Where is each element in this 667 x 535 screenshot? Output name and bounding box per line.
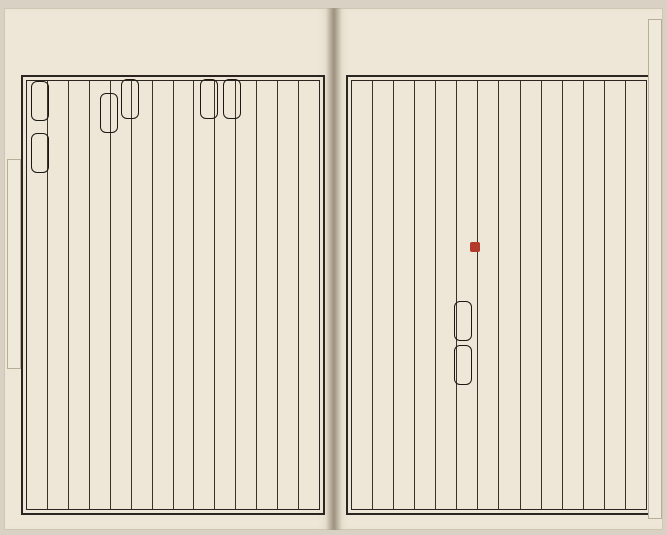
right-column-11: [414, 81, 435, 509]
left-column-11: [89, 81, 110, 509]
section-marker: [200, 79, 218, 119]
left-page: [4, 8, 334, 530]
section-marker: [31, 81, 49, 121]
section-marker: [223, 79, 241, 119]
right-column-6: [520, 81, 541, 509]
left-columns: [27, 81, 319, 509]
left-column-6: [193, 81, 214, 509]
right-text-frame: [346, 75, 652, 515]
red-seal-mark: [470, 242, 480, 252]
right-column-8: [477, 81, 498, 509]
right-page: [333, 8, 663, 530]
section-marker: [121, 79, 139, 119]
right-column-14: [352, 81, 372, 509]
right-columns: [352, 81, 646, 509]
right-column-9: [456, 81, 477, 509]
left-edge-tab: [7, 159, 21, 369]
left-column-7: [173, 81, 194, 509]
left-column-8: [152, 81, 173, 509]
section-marker: [454, 301, 472, 341]
left-column-4: [235, 81, 256, 509]
left-column-13: [47, 81, 68, 509]
right-column-7: [498, 81, 519, 509]
right-column-5: [541, 81, 562, 509]
book-spread: [4, 8, 663, 530]
section-marker: [454, 345, 472, 385]
book-gutter: [326, 8, 342, 530]
right-column-3: [583, 81, 604, 509]
left-column-5: [214, 81, 235, 509]
left-column-2: [277, 81, 298, 509]
right-column-1: [625, 81, 646, 509]
left-column-3: [256, 81, 277, 509]
section-marker: [31, 133, 49, 173]
left-column-10: [110, 81, 131, 509]
right-column-4: [562, 81, 583, 509]
right-column-12: [393, 81, 414, 509]
section-marker: [100, 93, 118, 133]
right-column-10: [435, 81, 456, 509]
left-column-1: [298, 81, 319, 509]
right-column-2: [604, 81, 625, 509]
right-column-13: [372, 81, 393, 509]
left-column-9: [131, 81, 152, 509]
left-text-frame: [21, 75, 325, 515]
right-edge-tab: [648, 19, 662, 519]
left-column-12: [68, 81, 89, 509]
